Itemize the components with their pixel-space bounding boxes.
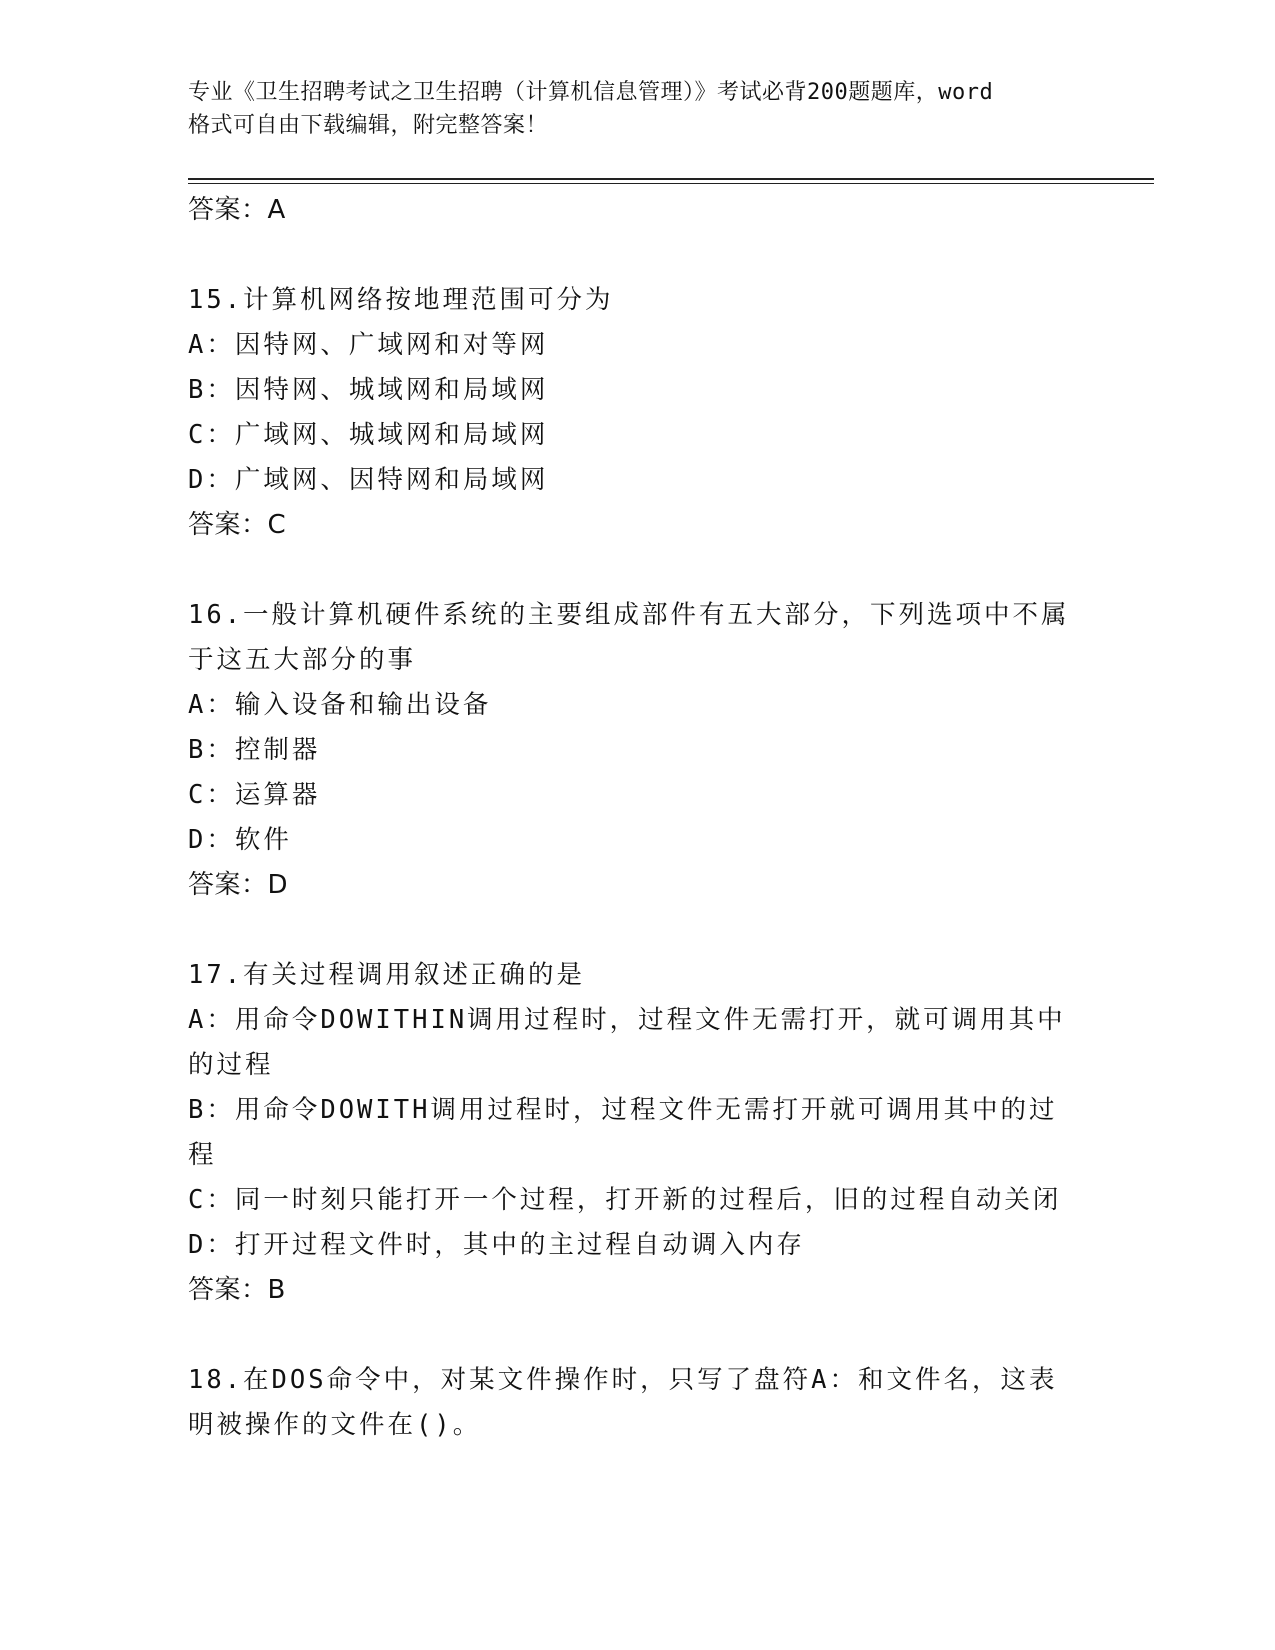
answer: 答案：D — [188, 870, 289, 900]
header-divider-thick — [188, 178, 1154, 180]
option-d: D：打开过程文件时，其中的主过程自动调入内存 — [188, 1230, 805, 1260]
question-stem-line-1: 18.在DOS命令中，对某文件操作时，只写了盘符A：和文件名，这表 — [188, 1365, 1058, 1395]
option-b-line-1: B：用命令DOWITH调用过程时，过程文件无需打开就可调用其中的过 — [188, 1095, 1058, 1125]
spacer — [188, 233, 1088, 278]
option-a: A：输入设备和输出设备 — [188, 690, 492, 720]
answer: 答案：C — [188, 510, 287, 540]
question-stem: 17.有关过程调用叙述正确的是 — [188, 960, 586, 990]
question-stem-line-2: 明被操作的文件在()。 — [188, 1410, 482, 1440]
spacer — [188, 908, 1088, 953]
question-18 — [188, 1358, 1088, 1448]
spacer — [188, 1313, 1088, 1358]
question-15 — [188, 278, 1088, 548]
option-c: C：广域网、城域网和局域网 — [188, 420, 549, 450]
option-b: B：因特网、城域网和局域网 — [188, 375, 549, 405]
option-b: B：控制器 — [188, 735, 321, 765]
document-content — [188, 188, 1088, 1448]
option-a-line-2: 的过程 — [188, 1050, 274, 1080]
question-stem: 15.计算机网络按地理范围可分为 — [188, 285, 614, 315]
option-a-line-1: A：用命令DOWITHIN调用过程时，过程文件无需打开，就可调用其中 — [188, 1005, 1066, 1035]
question-stem-line-2: 于这五大部分的事 — [188, 645, 417, 675]
header-line-1: 专业《卫生招聘考试之卫生招聘（计算机信息管理）》考试必背200题题库，word — [188, 80, 994, 105]
previous-answer: 答案：A — [188, 195, 286, 225]
option-d: D：广域网、因特网和局域网 — [188, 465, 549, 495]
document-header — [188, 76, 1088, 142]
question-stem-line-1: 16.一般计算机硬件系统的主要组成部件有五大部分，下列选项中不属 — [188, 600, 1070, 630]
answer: 答案：B — [188, 1275, 286, 1305]
header-divider-thin — [188, 183, 1154, 184]
header-line-2: 格式可自由下载编辑，附完整答案！ — [188, 113, 549, 138]
question-17 — [188, 953, 1088, 1313]
spacer — [188, 548, 1088, 593]
option-d: D：软件 — [188, 825, 292, 855]
option-c: C：同一时刻只能打开一个过程，打开新的过程后，旧的过程自动关闭 — [188, 1185, 1062, 1215]
option-c: C：运算器 — [188, 780, 321, 810]
option-b-line-2: 程 — [188, 1140, 217, 1170]
question-16 — [188, 593, 1088, 908]
option-a: A：因特网、广域网和对等网 — [188, 330, 549, 360]
